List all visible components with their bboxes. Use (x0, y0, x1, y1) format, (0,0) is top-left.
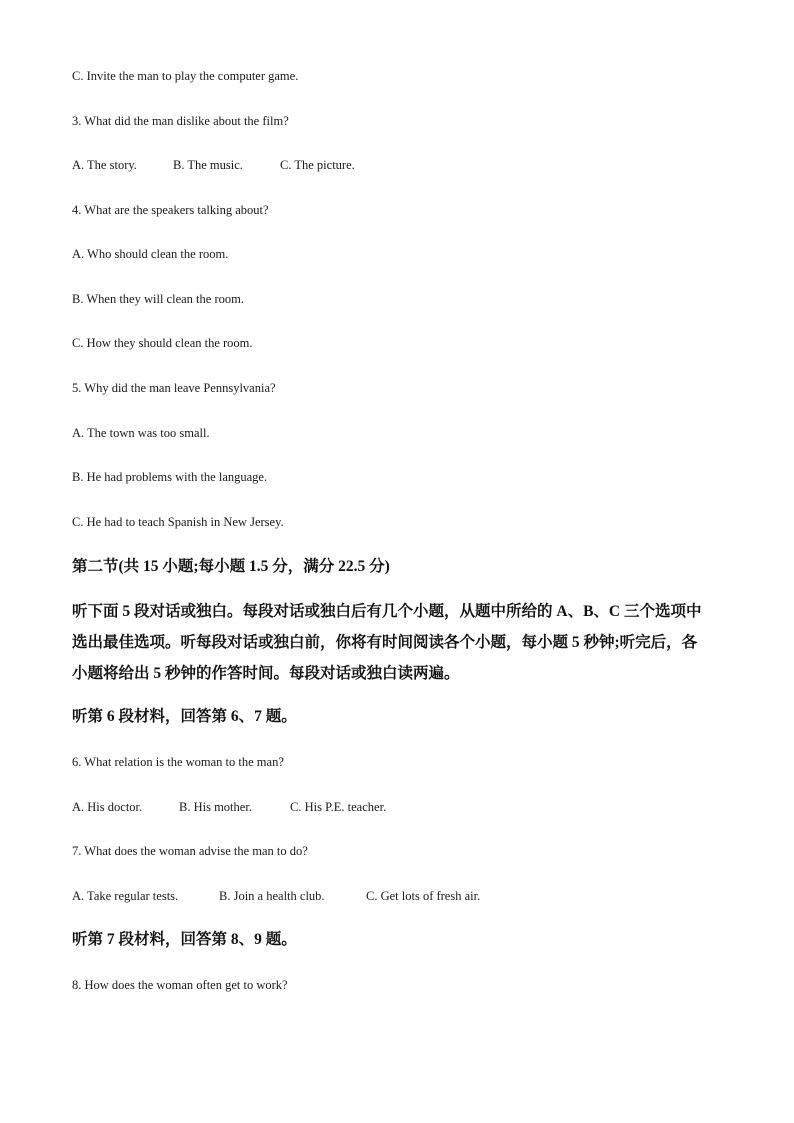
question-7: 7. What does the woman advise the man to do? (72, 844, 308, 858)
question-5: 5. Why did the man leave Pennsylvania? (72, 381, 276, 395)
question-7-options (72, 888, 480, 904)
question-7-option-a: A. Take regular tests. (72, 889, 179, 903)
instruction-line: 选出最佳选项。听每段对话或独白前，你将有时间阅读各个小题，每小题 5 秒钟;听完后，各 (72, 634, 698, 651)
section-2-title: 第二节(共 15 小题;每小题 1.5 分，满分 22.5 分) (72, 558, 390, 575)
section-2-instructions (72, 596, 722, 689)
question-3-option-c: C. The picture. (280, 158, 355, 172)
question-8: 8. How does the woman often get to work? (72, 978, 288, 992)
instruction-line: 听下面 5 段对话或独白。每段对话或独白后有几个小题，从题中所给的 A、B、C 三个选项中 (72, 603, 702, 620)
question-3: 3. What did the man dislike about the film? (72, 114, 289, 128)
question-6-option-a: A. His doctor. (72, 800, 143, 814)
question-6-option-b: B. His mother. (179, 800, 252, 814)
part-7-heading: 听第 7 段材料，回答第 8、9 题。 (72, 931, 297, 948)
question-4-option-c: C. How they should clean the room. (72, 336, 253, 350)
question-4-option-a: A. Who should clean the room. (72, 247, 229, 261)
question-5-option-c: C. He had to teach Spanish in New Jersey. (72, 515, 284, 529)
question-2-option-c: C. Invite the man to play the computer game. (72, 69, 299, 83)
part-6-heading: 听第 6 段材料，回答第 6、7 题。 (72, 708, 297, 725)
question-5-option-a: A. The town was too small. (72, 426, 210, 440)
question-7-option-c: C. Get lots of fresh air. (366, 889, 481, 903)
question-6: 6. What relation is the woman to the man? (72, 755, 284, 769)
question-4-option-b: B. When they will clean the room. (72, 292, 244, 306)
question-3-option-a: A. The story. (72, 158, 137, 172)
question-3-options (72, 157, 355, 173)
question-4: 4. What are the speakers talking about? (72, 203, 269, 217)
question-5-option-b: B. He had problems with the language. (72, 470, 268, 484)
instruction-line: 小题将给出 5 秒钟的作答时间。每段对话或独白读两遍。 (72, 665, 460, 682)
question-6-options (72, 799, 386, 815)
question-7-option-b: B. Join a health club. (219, 889, 325, 903)
question-3-option-b: B. The music. (173, 158, 243, 172)
question-6-option-c: C. His P.E. teacher. (290, 800, 387, 814)
